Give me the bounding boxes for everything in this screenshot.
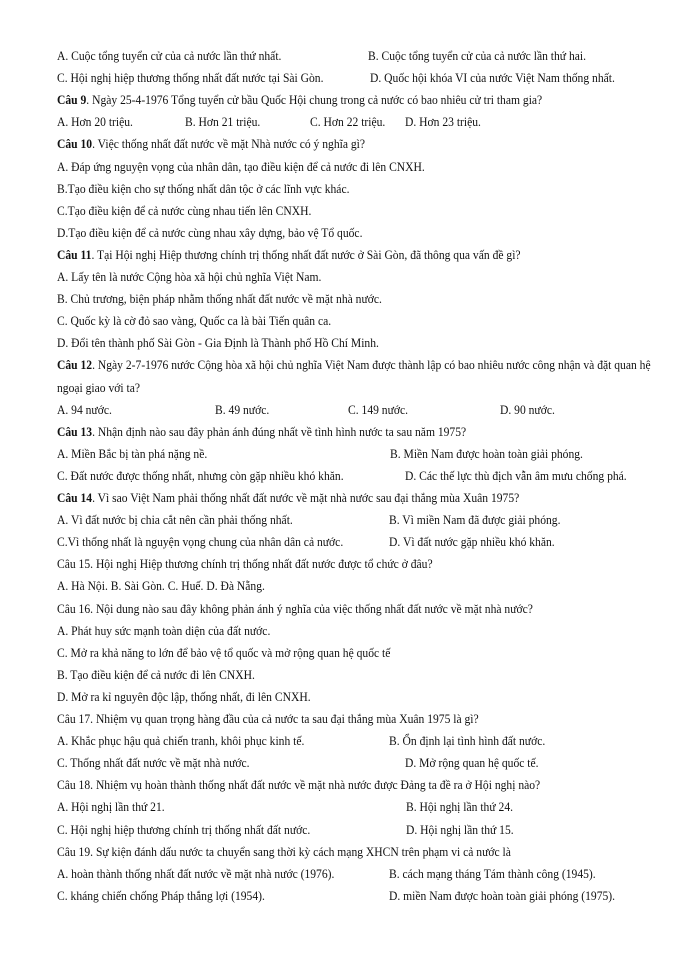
answer-option: C. Hội nghị hiệp thương thống nhất đất nước tại Sài Gòn. (57, 71, 324, 86)
answer-option: D. Vì đất nước gặp nhiều khó khăn. (389, 535, 555, 550)
question-number: Câu 13 (57, 424, 93, 439)
answer-option: D. Mở rộng quan hệ quốc tế. (405, 756, 539, 771)
answer-option: B. Hơn 21 triệu. (185, 115, 261, 130)
text-line: D. Đổi tên thành phố Sài Gòn - Gia Định là Thành phố Hồ Chí Minh. (57, 336, 379, 351)
question-text: . Hội nghị Hiệp thương chính trị thống nhất đất nước được tổ chức ở đâu? (90, 557, 433, 572)
question-number: Câu 9 (57, 93, 87, 108)
question-number: Câu 14 (57, 491, 93, 505)
question-line (57, 711, 479, 727)
question-number: Câu 16 (57, 601, 91, 616)
question-text: . Ngày 25-4-1976 Tổng tuyển cử bầu Quốc Hội chung trong cả nước có bao nhiêu cử tri tham gia? (86, 93, 543, 108)
text-line: C. Quốc kỳ là cờ đỏ sao vàng, Quốc ca là bài Tiến quân ca. (57, 314, 332, 329)
text-line: C.Tạo điều kiện để cả nước cùng nhau tiến lên CNXH. (57, 203, 312, 218)
question-line (57, 490, 519, 506)
question-line (57, 357, 651, 373)
answer-option: B. Vì miền Nam đã được giải phóng. (389, 513, 561, 528)
text-line: C. Mở ra khả năng to lớn để bảo vệ tổ quốc và mở rộng quan hệ quốc tế (57, 645, 391, 660)
answer-option: D. miền Nam được hoàn toàn giải phóng (1975). (389, 888, 616, 903)
answer-option: A. Cuộc tổng tuyển cử của cả nước lần thứ nhất. (57, 49, 282, 63)
text-line: D.Tạo điều kiện để cả nước cùng nhau xây dựng, bảo vệ Tổ quốc. (57, 225, 363, 240)
question-number: Câu 10 (57, 137, 93, 152)
answer-option: D. Quốc hội khóa VI của nước Việt Nam thống nhất. (370, 71, 615, 86)
question-text: . Nhận định nào sau đây phản ánh đúng nhất về tình hình nước ta sau năm 1975? (92, 424, 467, 439)
text-line: A. Lấy tên là nước Cộng hòa xã hội chủ nghĩa Việt Nam. (57, 270, 322, 284)
text-line: A. Đáp ứng nguyện vọng của nhân dân, tạo điều kiện để cả nước đi lên CNXH. (57, 159, 425, 174)
answer-option: A. Vì đất nước bị chia cắt nên cần phải thống nhất. (57, 513, 293, 528)
question-line (57, 844, 511, 860)
answer-option: C.Vì thống nhất là nguyện vọng chung của nhân dân cả nước. (57, 535, 344, 550)
answer-option: C. Hội nghị hiệp thương chính trị thống nhất đất nước. (57, 822, 311, 837)
answer-option: B. Hội nghị lần thứ 24. (406, 800, 514, 815)
question-number: Câu 18 (57, 778, 91, 793)
answer-option: B. Ổn định lại tình hình đất nước. (389, 734, 546, 749)
answer-option: A. Miền Bắc bị tàn phá nặng nề. (57, 446, 208, 461)
question-line (57, 92, 542, 108)
answer-option: C. Hơn 22 triệu. (310, 115, 386, 130)
question-line (57, 777, 540, 793)
question-text: . Vì sao Việt Nam phải thống nhất đất nước về mặt nhà nước sau đại thắng mùa Xuân 1975? (92, 491, 520, 505)
question-line (57, 601, 533, 617)
question-line (57, 424, 466, 440)
answer-option: D. Hội nghị lần thứ 15. (406, 822, 514, 837)
text-line: ngoại giao với ta? (57, 380, 141, 395)
answer-option: D. Hơn 23 triệu. (405, 115, 481, 130)
question-line (57, 136, 365, 152)
text-line: D. Mở ra kỉ nguyên độc lập, thống nhất, đi lên CNXH. (57, 689, 311, 704)
answer-option: A. Khắc phục hậu quả chiến tranh, khôi phục kinh tế. (57, 734, 305, 749)
answer-option: D. Các thế lực thù địch vẫn âm mưu chống phá. (405, 468, 627, 483)
answer-option: C. Đất nước được thống nhất, nhưng còn gặp nhiều khó khăn. (57, 468, 344, 483)
question-text: . Việc thống nhất đất nước về mặt Nhà nước có ý nghĩa gì? (92, 137, 366, 152)
answer-option: D. 90 nước. (500, 402, 555, 417)
answer-option: C. kháng chiến chống Pháp thắng lợi (1954). (57, 888, 265, 903)
answer-option: A. 94 nước. (57, 402, 112, 417)
answer-option: B. 49 nước. (215, 402, 270, 417)
question-number: Câu 11 (57, 247, 92, 262)
question-text: . Nhiệm vụ quan trọng hàng đầu của cả nước ta sau đại thắng mùa Xuân 1975 là gì? (90, 712, 479, 726)
text-line: B.Tạo điều kiện cho sự thống nhất dân tộc ở các lĩnh vực khác. (57, 181, 350, 196)
question-number: Câu 15 (57, 557, 91, 572)
text-line: A. Phát huy sức mạnh toàn diện của đất nước. (57, 623, 271, 638)
question-text: . Nhiệm vụ hoàn thành thống nhất đất nước về mặt nhà nước được Đảng ta đề ra ở Hội nghị nào? (90, 778, 541, 793)
question-text: . Tại Hội nghị Hiệp thương chính trị thống nhất đất nước ở Sài Gòn, đã thông qua vấn đề gì? (91, 247, 521, 262)
answer-option: B. cách mạng tháng Tám thành công (1945). (389, 866, 596, 881)
answer-option: C. Thống nhất đất nước về mặt nhà nước. (57, 756, 250, 771)
question-text: . Sự kiện đánh dấu nước ta chuyển sang thời kỳ cách mạng XHCN trên phạm vi cả nước là (90, 844, 511, 859)
question-number: Câu 17 (57, 712, 91, 726)
text-line: B. Tạo điều kiện để cả nước đi lên CNXH. (57, 667, 255, 682)
question-number: Câu 12 (57, 358, 93, 373)
answer-option: C. 149 nước. (348, 402, 409, 417)
answer-option: A. Hơn 20 triệu. (57, 115, 133, 130)
text-line: A. Hà Nội. B. Sài Gòn. C. Huế. D. Đà Nẵng. (57, 579, 265, 594)
answer-option: A. Hội nghị lần thứ 21. (57, 800, 165, 815)
question-number: Câu 19 (57, 844, 91, 859)
question-text: . Ngày 2-7-1976 nước Cộng hòa xã hội chủ nghĩa Việt Nam được thành lập có bao nhiêu nước công nhận và đặt quan hệ (92, 358, 651, 373)
answer-option: B. Miền Nam được hoàn toàn giải phóng. (390, 446, 583, 461)
text-line: B. Chủ trương, biện pháp nhằm thống nhất đất nước về mặt nhà nước. (57, 292, 382, 307)
question-text: . Nội dung nào sau đây không phản ánh ý nghĩa của việc thống nhất đất nước về mặt nhà nước? (90, 601, 533, 616)
question-line (57, 556, 433, 572)
question-line (57, 247, 521, 263)
answer-option: B. Cuộc tổng tuyển cử của cả nước lần thứ hai. (368, 49, 587, 63)
answer-option: A. hoàn thành thống nhất đất nước về mặt nhà nước (1976). (57, 866, 335, 881)
